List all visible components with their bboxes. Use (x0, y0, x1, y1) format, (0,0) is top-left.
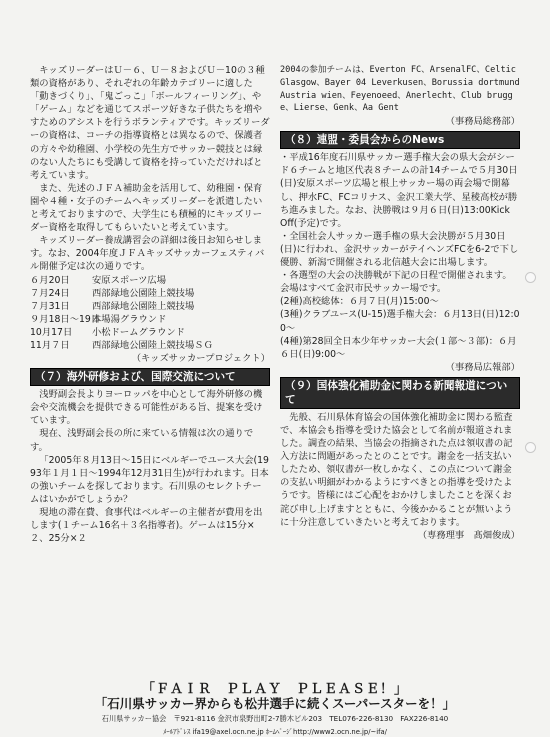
schedule-venue: 安原スポーツ広場 (92, 274, 167, 286)
schedule-date: 11月７日 (30, 339, 70, 351)
punch-hole-icon (525, 442, 536, 453)
left-column (30, 64, 270, 545)
section-8-paragraph: ・平成16年度石川県サッカー選手権大会の県大会がシード６チームと地区代表８チームの計14チームで５月30日(日)安原スポーツ広場と根上サッカー場の両会場で開幕し、押水FC、FCコリナス、金沢工業大学、星稜高校が勝ち進みました。なお、決勝戦は９月６日(日)13:00Kick Off(予定)です。 (280, 152, 518, 229)
schedule-row (30, 326, 270, 339)
section-9-paragraph: 先般、石川県体育協会の国体強化補助金に関わる監査で、本協会も指導を受けた協会として名前が報道されました。調査の結果、当協会の指摘された点は領収書の記入方法に問題があったとのことです。謝金を一括支払いしたため、領収書が一枚しかなく、この点について謝金の支払い明細がわかるようにすべきとの指導を受けたようです。皆様にはご心配をおかけしましたことを深くお詫び申し上げますとともに、今後かかることが無いように十分注意していきたいと考えております。 (280, 411, 513, 528)
schedule-row (30, 339, 270, 352)
punch-hole-icon (525, 272, 536, 283)
teams-signature: （事務局総務部） (445, 116, 520, 128)
schedule-date: ７月31日 (30, 300, 70, 312)
section-7-paragraph: 浅野副会長よりヨーロッパを中心として海外研修の機会や交流機会を提供できる可能性がある旨、提案を受けています。 (30, 389, 263, 427)
schedule-venue: 西部緑地公園陸上競技場 (92, 287, 195, 299)
right-column (280, 64, 520, 542)
section-8-heading: （８）連盟・委員会からのNews (280, 131, 520, 149)
festival-schedule (30, 274, 270, 353)
schedule-row (30, 287, 270, 300)
section-7-paragraph: 現地の滞在費、食事代はベルギーの主催者が費用を出します(１チーム16名＋３名指導者)。ゲームは15分×２、25分×２ (30, 507, 263, 545)
section-8-paragraph: (4種)第28回全日本少年サッカー大会(１部～３部)：６月６日(日)9:00～ (280, 335, 517, 360)
schedule-date: ７月24日 (30, 287, 70, 299)
schedule-row (30, 300, 270, 313)
fair-play-slogan: 「ＦＡＩＲ ＰＬＡＹ ＰＬＥＡＳＥ！」 (141, 682, 408, 697)
section-7-paragraph: 「2005年８月13日～15日にベルギーでユース大会(1993年１月１日～1994年12月31日生)が行われます。日本の強いチームを探しております。石川県のセレクトチームはいかがでしょうか？ (30, 454, 269, 505)
section-7-heading: （７）海外研修および、国際交流について (30, 368, 270, 386)
schedule-date: 10月17日 (30, 326, 73, 338)
intro-paragraph: また、先述のＪＦＡ補助金を活用して、幼稚園・保育園や４種・女子のチームへキッズリーダーを派遣したいと考えておりますので、大学生にも積極的にキッズリーダー資格を取得してもらいたいと考えています。 (30, 182, 263, 234)
participating-teams: 2004の参加チームは、Everton FC、ArsenalFC、Celtic Glasgow、Bayer 04 Leverkusen、Borussia dortmund Austria wien、Feyenoeed、Anerlecht、Club brugge、Lierse、Genk、Aa Gent (280, 65, 520, 114)
schedule-row (30, 274, 270, 287)
section-8-paragraph: ・全国社会人サッカー選手権の県大会決勝が５月30日(日)に行われ、金沢サッカーがテイヘンズFCを6-2で下し優勝、新潟で開催される北信越大会に出場します。 (280, 230, 519, 269)
schedule-signature: （キッズサッカープロジェクト） (131, 353, 270, 365)
section-9-heading: （９）国体強化補助金に関わる新聞報道について (280, 377, 520, 409)
intro-paragraph: キッズリーダー養成講習会の詳細は後日お知らせします。なお、2004年度ＪＦＡキッズサッカーフェスティバル開催予定は次の通りです。 (30, 235, 265, 273)
schedule-date: ６月20日 (30, 274, 70, 286)
schedule-venue: 小松ドームグラウンド (92, 326, 185, 338)
section-8-paragraph: (3種)クラブユース(U-15)選手権大会：６月13日(日)12:00～ (280, 309, 520, 334)
schedule-date: ９月18日～19日 (30, 313, 101, 325)
schedule-row (30, 313, 270, 326)
section-8-signature: （事務局広報部） (445, 361, 520, 373)
section-9-signature: （専務理事 髙畑俊成） (417, 529, 520, 541)
intro-paragraph: キッズリーダーはＵ－６、Ｕ－８およびＵ－10の３種類の資格があり、それぞれの年齢カテゴリーに適した「動きづくり」、「鬼ごっこ」「ボールフィーリング」、や「ゲーム」などを通じてスポーツ好きな子供たちを増やすためのアシストを行うボランティアです。キッズリーダーの資格は、コーチの指導資格とは異なるので、保護者の方々や幼稚園、小学校の先生方でサッカー競技とは縁のない人たちにも受講して資格を持っていただければと考えています。 (30, 65, 270, 181)
section-8-paragraph: (2種)高校総体：６月７日(月)15:00～ (280, 296, 439, 308)
association-contact: ﾒｰﾙｱﾄﾞﾚｽ ifa19@axel.ocn.ne.jp ﾎｰﾑﾍﾟｰｼﾞhttp://www2.ocn.ne.jp/~ifa/ (163, 728, 387, 736)
schedule-venue: 西部緑地公園陸上競技場 (92, 300, 195, 312)
section-7-paragraph: 現在、浅野副会長の所に来ている情報は次の通りです。 (30, 428, 254, 453)
section-8-paragraph: ・各選型の大会の決勝戦が下記の日程で開催されます。会場はすべて金沢市民サッカー場です。 (280, 270, 512, 295)
association-address: 石川県サッカー協会 〒921-8116 金沢市泉野出町2-7勝木ビル203 TEL076-226-8130 FAX226-8140 (101, 714, 449, 723)
schedule-venue: 本場湯グラウンド (92, 313, 167, 325)
schedule-venue: 西部緑地公園陸上競技場ＳＧ (92, 339, 213, 351)
footer-headline: 「石川県サッカー界からも松井選手に続くスーパースターを！」 (94, 696, 456, 711)
